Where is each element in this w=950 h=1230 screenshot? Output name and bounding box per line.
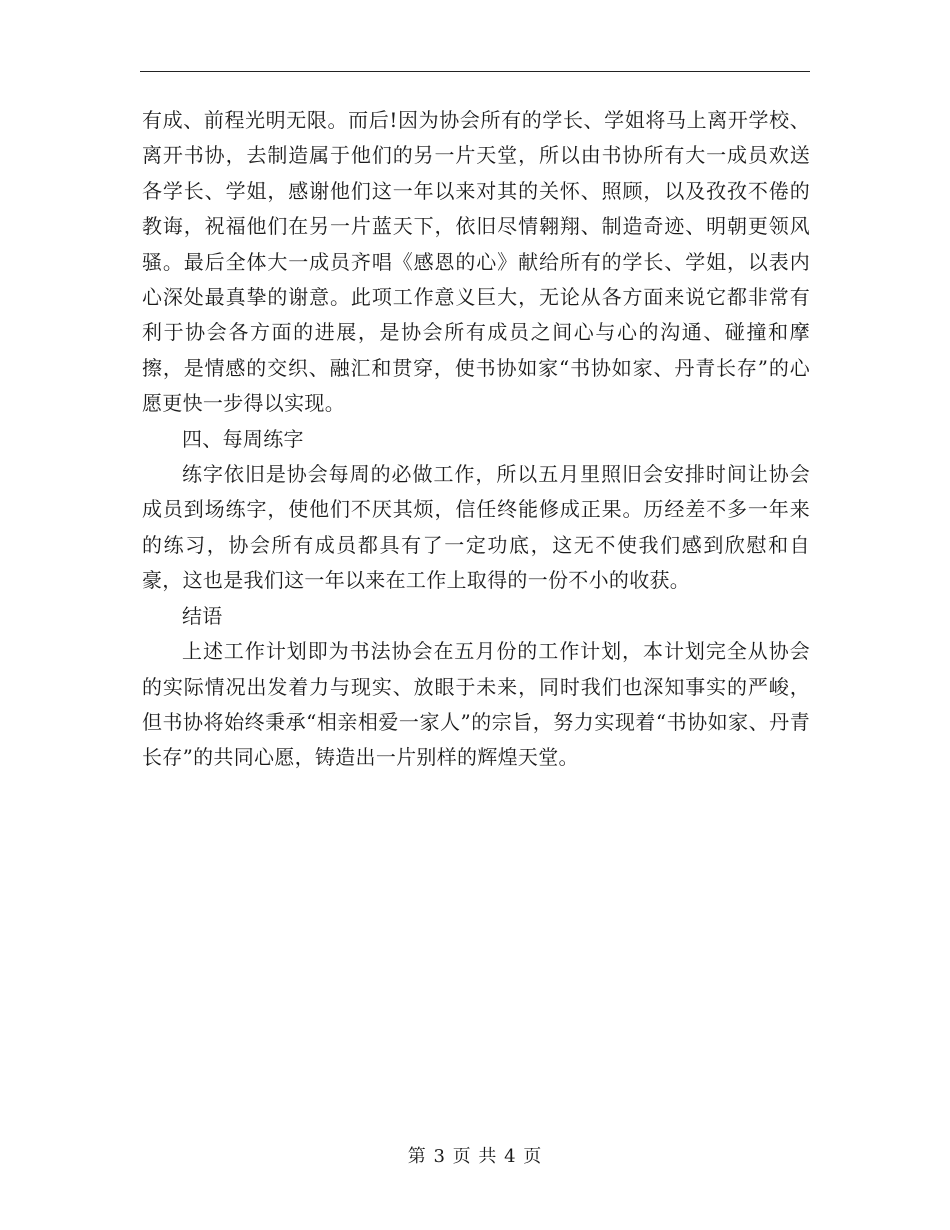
paragraph-conclusion: 上述工作计划即为书法协会在五月份的工作计划，本计划完全从协会的实际情况出发着力与现实、放眼于未来，同时我们也深知事实的严峻，但书协将始终秉承“相亲相爱一家人”的宗旨，努力实现着“书协如家、丹青长存”的共同心愿，铸造出一片别样的辉煌天堂。 [142,639,810,770]
section-heading-conclusion: 结语 [182,603,223,628]
page-number-footer: 第 3 页 共 4 页 [407,1146,543,1167]
document-body [142,103,810,776]
paragraph-farewell: 有成、前程光明无限。而后!因为协会所有的学长、学姐将马上离开学校、离开书协，去制造属于他们的另一片天堂，所以由书协所有大一成员欢送各学长、学姐，感谢他们这一年以来对其的关怀、照顾，以及孜孜不倦的教诲，祝福他们在另一片蓝天下，依旧尽情翱翔、制造奇迹、明朝更领风骚。最后全体大一成员齐唱《感恩的心》献给所有的学长、学姐，以表内心深处最真挚的谢意。此项工作意义巨大，无论从各方面来说它都非常有利于协会各方面的进展，是协会所有成员之间心与心的沟通、碰撞和摩擦，是情感的交织、融汇和贯穿，使书协如家“书协如家、丹青长存”的心愿更快一步得以实现。 [142,108,810,416]
section-heading-weekly-practice: 四、每周练字 [182,426,304,451]
paragraph-weekly-practice: 练字依旧是协会每周的必做工作，所以五月里照旧会安排时间让协会成员到场练字，使他们不厌其烦，信任终能修成正果。历经差不多一年来的练习，协会所有成员都具有了一定功底，这无不使我们感到欣慰和自豪，这也是我们这一年以来在工作上取得的一份不小的收获。 [142,462,810,593]
header-rule [140,71,810,72]
